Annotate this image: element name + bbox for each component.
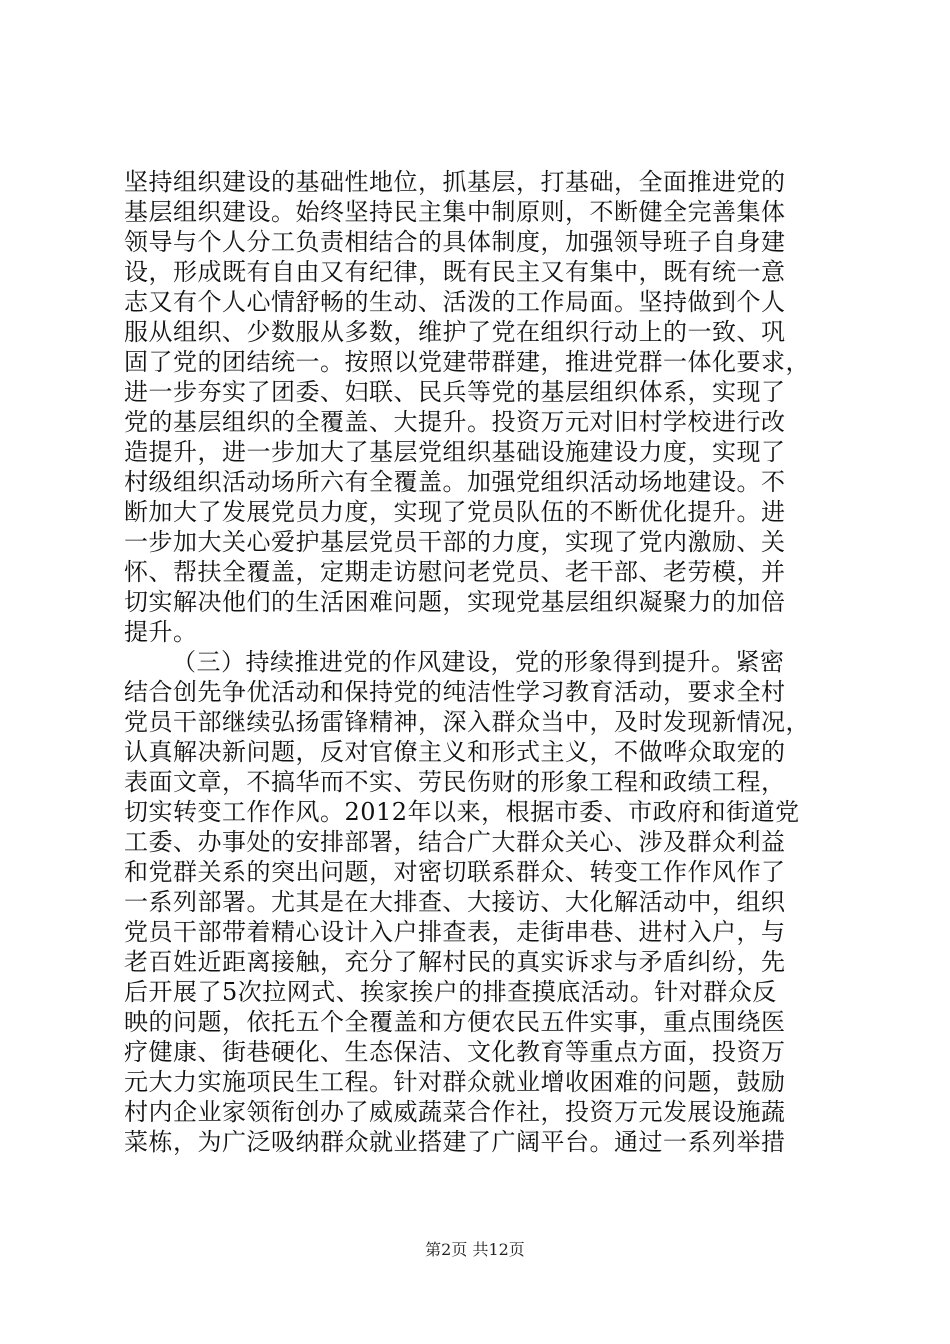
text-line: 认真解决新问题，反对官僚主义和形式主义，不做哗众取宠的 (124, 738, 786, 766)
text-line: 党员干部继续弘扬雷锋精神，深入群众当中，及时发现新情况， (124, 708, 810, 736)
text-line: 进一步夯实了团委、妇联、民兵等党的基层组织体系，实现了 (124, 378, 786, 406)
text-line: 固了党的团结统一。按照以党建带群建，推进党群一体化要求， (124, 348, 810, 376)
text-line: 坚持组织建设的基础性地位，抓基层，打基础，全面推进党的 (124, 168, 786, 196)
text-line: 提升。 (124, 618, 198, 646)
text-line: 映的问题，依托五个全覆盖和方便农民五件实事，重点围绕医 (124, 1008, 786, 1036)
text-line: 志又有个人心情舒畅的生动、活泼的工作局面。坚持做到个人 (124, 288, 786, 316)
section-heading-line: （三）持续推进党的作风建设，党的形象得到提升。紧密 (172, 648, 785, 676)
text-line: 老百姓近距离接触，充分了解村民的真实诉求与矛盾纠纷，先 (124, 948, 786, 976)
text-line: 服从组织、少数服从多数，维护了党在组织行动上的一致、巩 (124, 318, 786, 346)
text-line: 表面文章，不搞华而不实、劳民伤财的形象工程和政绩工程， (124, 768, 786, 796)
text-line: 菜栋，为广泛吸纳群众就业搭建了广阔平台。通过一系列举措 (124, 1128, 786, 1156)
text-line: 疗健康、街巷硬化、生态保洁、文化教育等重点方面，投资万 (124, 1038, 786, 1066)
text-line: 造提升，进一步加大了基层党组织基础设施建设力度，实现了 (124, 438, 786, 466)
text-line: 断加大了发展党员力度，实现了党员队伍的不断优化提升。进 (124, 498, 786, 526)
text-line: 和党群关系的突出问题，对密切联系群众、转变工作作风作了 (124, 858, 786, 886)
text-line: 设，形成既有自由又有纪律，既有民主又有集中，既有统一意 (124, 258, 786, 286)
text-line: 切实解决他们的生活困难问题，实现党基层组织凝聚力的加倍 (124, 588, 786, 616)
text-line: 一步加大关心爱护基层党员干部的力度，实现了党内激励、关 (124, 528, 786, 556)
text-line: 基层组织建设。始终坚持民主集中制原则，不断健全完善集体 (124, 198, 786, 226)
text-line: 切实转变工作作风。2012年以来，根据市委、市政府和街道党 (124, 798, 800, 826)
text-line: 后开展了5次拉网式、挨家挨户的排查摸底活动。针对群众反 (124, 978, 777, 1006)
text-line: 领导与个人分工负责相结合的具体制度，加强领导班子自身建 (124, 228, 786, 256)
text-line: 党的基层组织的全覆盖、大提升。投资万元对旧村学校进行改 (124, 408, 786, 436)
text-line: 结合创先争优活动和保持党的纯洁性学习教育活动，要求全村 (124, 678, 786, 706)
page-number-label: 第2页 共12页 (425, 1240, 525, 1259)
text-line: 一系列部署。尤其是在大排查、大接访、大化解活动中，组织 (124, 888, 786, 916)
text-line: 怀、帮扶全覆盖，定期走访慰问老党员、老干部、老劳模，并 (124, 558, 786, 586)
text-line: 党员干部带着精心设计入户排查表，走街串巷、进村入户，与 (124, 918, 786, 946)
page-footer (0, 1240, 950, 1260)
text-line: 村内企业家领衔创办了威威蔬菜合作社，投资万元发展设施蔬 (124, 1098, 786, 1126)
document-body (124, 167, 830, 1157)
text-line: 工委、办事处的安排部署，结合广大群众关心、涉及群众利益 (124, 828, 786, 856)
text-line: 村级组织活动场所六有全覆盖。加强党组织活动场地建设。不 (124, 468, 786, 496)
text-line: 元大力实施项民生工程。针对群众就业增收困难的问题，鼓励 (124, 1068, 786, 1096)
